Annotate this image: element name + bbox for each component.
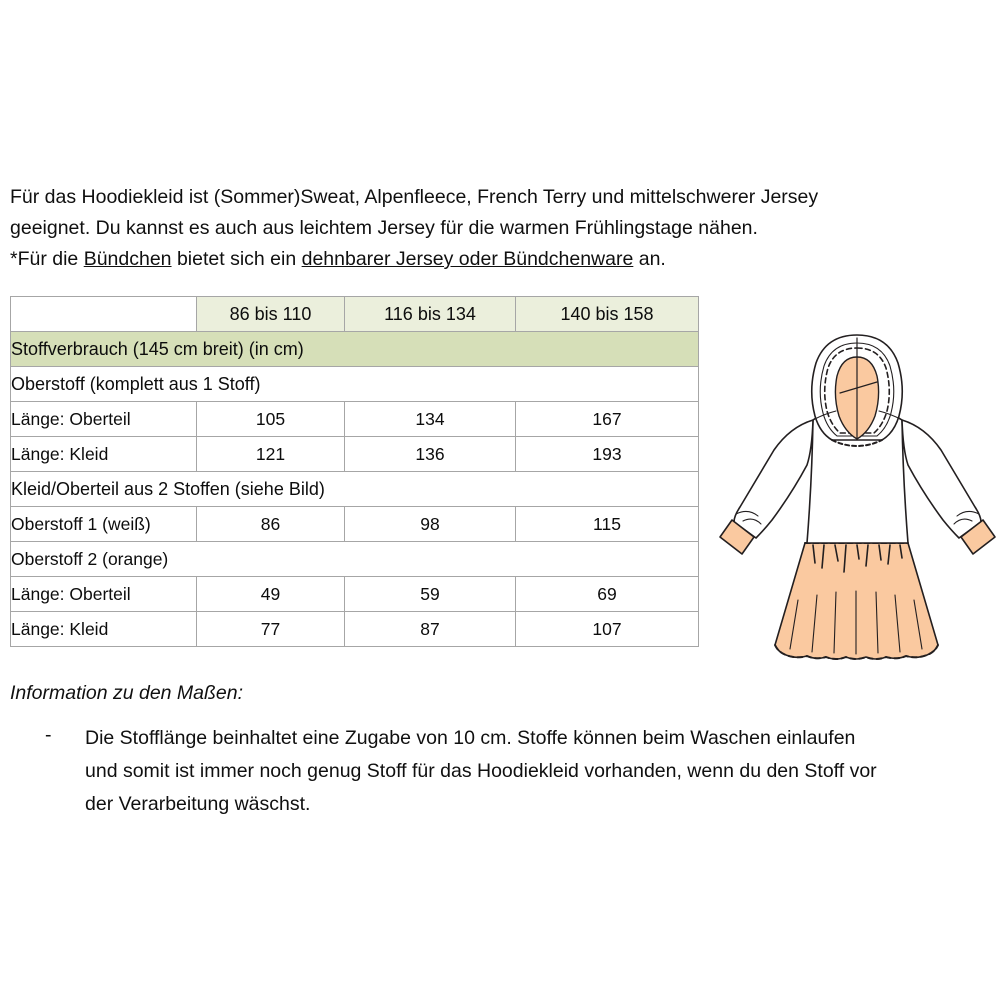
intro-line-3 — [10, 244, 930, 275]
row-value-laenge-oberteil-1-col1: 134 — [345, 402, 516, 437]
fabric-consumption-table — [10, 296, 699, 647]
table-column-header-1: 116 bis 134 — [345, 297, 516, 332]
row-label-oberstoff-1-weiss: Oberstoff 1 (weiß) — [11, 507, 197, 542]
section-label-oberstoff-komplett: Oberstoff (komplett aus 1 Stoff) — [11, 367, 699, 402]
table-header-row — [11, 297, 699, 332]
table-row — [11, 437, 699, 472]
table-section-row-oberstoff-1-stoff — [11, 367, 699, 402]
bullet-marker: - — [45, 724, 52, 746]
row-value-laenge-oberteil-1-col0: 105 — [197, 402, 345, 437]
intro-line-3-part-e: an. — [633, 248, 666, 270]
intro-line-3-part-a: *Für die — [10, 248, 84, 270]
buendchen-underlined-term: Bündchen — [83, 248, 172, 270]
bullet-line-1: Die Stofflänge beinhaltet eine Zugabe von 10 cm. Stoffe können beim Waschen einlaufen — [85, 727, 856, 749]
row-value-laenge-kleid-1-col1: 136 — [345, 437, 516, 472]
band-label-stoffverbrauch: Stoffverbrauch (145 cm breit) (in cm) — [11, 332, 699, 367]
table-row — [11, 507, 699, 542]
table-corner-cell — [11, 297, 197, 332]
row-value-laenge-oberteil-1-col2: 167 — [516, 402, 699, 437]
row-label-laenge-oberteil-2: Länge: Oberteil — [11, 577, 197, 612]
row-value-laenge-kleid-2-col2: 107 — [516, 612, 699, 647]
table-column-header-0: 86 bis 110 — [197, 297, 345, 332]
section-label-oberstoff-2-orange: Oberstoff 2 (orange) — [11, 542, 699, 577]
row-value-oberstoff-1-col1: 98 — [345, 507, 516, 542]
row-label-laenge-oberteil-1: Länge: Oberteil — [11, 402, 197, 437]
dehnbarer-jersey-underlined-term: dehnbarer Jersey oder Bündchenware — [301, 248, 634, 270]
row-value-laenge-kleid-1-col2: 193 — [516, 437, 699, 472]
intro-line-1: Für das Hoodiekleid ist (Sommer)Sweat, Alpenfleece, French Terry und mittelschwerer Jersey — [10, 186, 819, 208]
row-value-laenge-kleid-2-col1: 87 — [345, 612, 516, 647]
row-label-laenge-kleid-1: Länge: Kleid — [11, 437, 197, 472]
info-section-title: Information zu den Maßen: — [10, 682, 244, 704]
row-value-laenge-oberteil-2-col2: 69 — [516, 577, 699, 612]
bullet-line-2: und somit ist immer noch genug Stoff für das Hoodiekleid vorhanden, wenn du den Stoff vor — [85, 760, 877, 782]
row-value-oberstoff-1-col2: 115 — [516, 507, 699, 542]
intro-line-2: geeignet. Du kannst es auch aus leichtem Jersey für die warmen Frühlingstage nähen. — [10, 217, 758, 239]
row-value-laenge-oberteil-2-col0: 49 — [197, 577, 345, 612]
row-value-laenge-kleid-1-col0: 121 — [197, 437, 345, 472]
table-section-row-2-stoffen — [11, 472, 699, 507]
row-label-laenge-kleid-2: Länge: Kleid — [11, 612, 197, 647]
table-row — [11, 577, 699, 612]
intro-line-3-part-c: bietet sich ein — [171, 248, 302, 270]
table-row — [11, 402, 699, 437]
hoodie-dress-illustration — [712, 300, 1000, 690]
table-column-header-2: 140 bis 158 — [516, 297, 699, 332]
bullet-paragraph — [85, 722, 965, 821]
row-value-laenge-kleid-2-col0: 77 — [197, 612, 345, 647]
table-row — [11, 612, 699, 647]
table-section-row-oberstoff-2-orange — [11, 542, 699, 577]
intro-paragraph — [10, 182, 930, 275]
row-value-oberstoff-1-col0: 86 — [197, 507, 345, 542]
row-value-laenge-oberteil-2-col1: 59 — [345, 577, 516, 612]
hoodie-dress-technical-drawing-svg — [712, 300, 1000, 690]
table-band-row-stoffverbrauch — [11, 332, 699, 367]
section-label-kleid-oberteil-2-stoffen: Kleid/Oberteil aus 2 Stoffen (siehe Bild) — [11, 472, 699, 507]
bullet-line-3: der Verarbeitung wäschst. — [85, 793, 311, 815]
